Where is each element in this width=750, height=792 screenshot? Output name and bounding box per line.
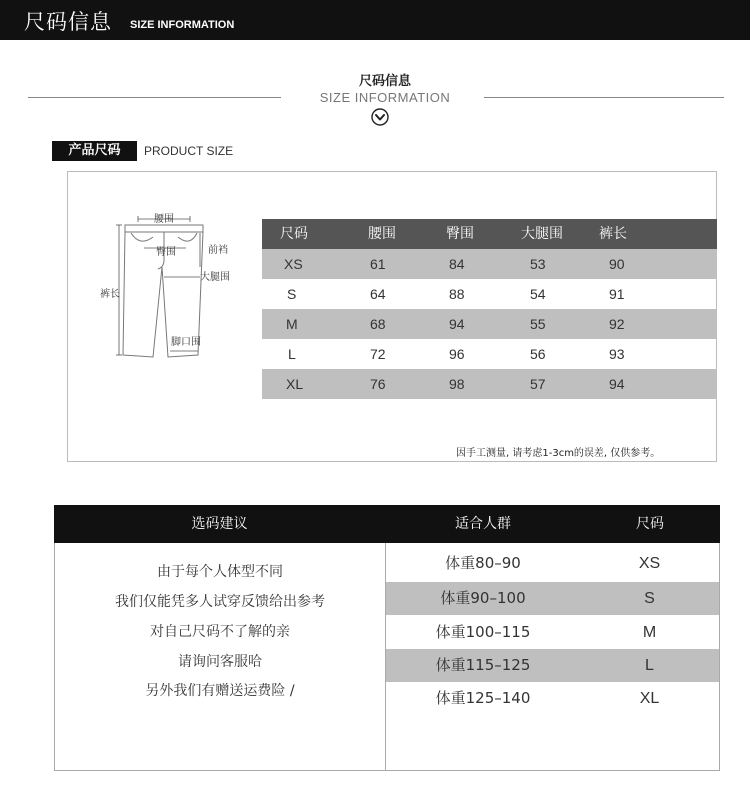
size-table-cell: 93 <box>609 346 625 362</box>
size-table-cell: XS <box>284 256 303 272</box>
size-table-cell: 57 <box>530 376 546 392</box>
size-table-cell: S <box>287 286 297 302</box>
recommendation-header-size: 尺码 <box>636 516 664 532</box>
size-table-header-cell: 臀围 <box>446 226 474 242</box>
diagram-label-leg-opening: 脚口围 <box>171 337 201 348</box>
size-table-cell: 92 <box>609 316 625 332</box>
size-table-header <box>262 219 717 249</box>
recommendation-header-advice: 选码建议 <box>191 516 248 532</box>
size-table-row <box>262 249 717 279</box>
size-table-cell: 98 <box>449 376 465 392</box>
size-table-cell: 96 <box>449 346 465 362</box>
recommendation-header <box>54 505 720 543</box>
section-rule-left <box>28 97 281 98</box>
size-table-row <box>262 369 717 399</box>
size-table-cell: 53 <box>530 256 546 272</box>
recommendation-row <box>386 547 719 580</box>
size-table-cell: 84 <box>449 256 465 272</box>
recommendation-weight: 体重100–115 <box>435 623 531 641</box>
banner-title-cn: 尺码信息 <box>24 10 112 34</box>
recommendation-divider <box>385 543 386 771</box>
diagram-label-waist: 腰围 <box>154 214 174 225</box>
recommendation-weight: 体重80–90 <box>445 554 521 572</box>
product-size-label-en: PRODUCT SIZE <box>144 144 234 158</box>
size-table <box>262 219 717 399</box>
size-table-cell: 72 <box>370 346 386 362</box>
size-table-row <box>262 279 717 309</box>
advice-line: 我们仅能凭多人试穿反馈给出参考 <box>115 594 325 610</box>
pants-diagram-icon <box>98 205 248 370</box>
size-table-cell: 94 <box>449 316 465 332</box>
size-table-cell: 56 <box>530 346 546 362</box>
diagram-label-length: 裤长 <box>100 289 120 300</box>
size-table-cell: 54 <box>530 286 546 302</box>
recommendation-weight: 体重125–140 <box>435 689 531 707</box>
advice-line: 对自己尺码不了解的亲 <box>150 624 290 640</box>
recommendation-row <box>386 682 719 715</box>
recommendation-weight: 体重115–125 <box>435 656 531 674</box>
section-rule-right <box>484 97 724 98</box>
size-table-cell: M <box>286 316 298 332</box>
banner-title-en: SIZE INFORMATION <box>130 19 235 31</box>
size-table-cell: XL <box>286 376 304 392</box>
recommendation-row <box>386 616 719 649</box>
diagram-label-hip: 臀围 <box>156 247 176 258</box>
size-table-cell: 68 <box>370 316 386 332</box>
size-table-header-cell: 裤长 <box>599 226 627 242</box>
diagram-label-front-rise: 前裆 <box>208 245 228 256</box>
recommendation-row <box>386 649 719 682</box>
advice-line: 由于每个人体型不同 <box>157 564 283 580</box>
size-table-header-cell: 尺码 <box>280 226 308 242</box>
size-table-cell: 91 <box>609 286 625 302</box>
section-title-cn: 尺码信息 <box>358 74 411 89</box>
size-table-cell: 88 <box>449 286 465 302</box>
recommendation-size: S <box>644 590 655 607</box>
size-table-cell: 90 <box>609 256 625 272</box>
size-table-cell: L <box>288 346 296 362</box>
size-table-header-cell: 腰围 <box>368 226 396 242</box>
product-size-label: 产品尺码 <box>52 141 137 161</box>
chevron-down-circle-icon <box>371 108 389 126</box>
size-table-row <box>262 339 717 369</box>
advice-line: 另外我们有赠送运费险 / <box>145 683 295 699</box>
size-table-row <box>262 309 717 339</box>
section-title-en: SIZE INFORMATION <box>319 90 451 105</box>
recommendation-size: M <box>642 624 657 641</box>
diagram-label-thigh: 大腿围 <box>200 272 230 283</box>
advice-line: 请询问客服哈 <box>178 654 262 670</box>
recommendation-size: XL <box>639 690 660 707</box>
top-banner <box>0 0 750 40</box>
recommendation-header-group: 适合人群 <box>455 516 511 532</box>
recommendation-weight: 体重90–100 <box>440 589 526 607</box>
size-table-header-cell: 大腿围 <box>521 226 563 242</box>
size-table-cell: 61 <box>370 256 386 272</box>
measurement-note: 因手工测量, 请考虑1-3cm的误差, 仅供参考。 <box>456 448 661 459</box>
size-table-cell: 55 <box>530 316 546 332</box>
size-table-cell: 64 <box>370 286 386 302</box>
size-table-cell: 94 <box>609 376 625 392</box>
recommendation-size: XS <box>638 555 661 572</box>
recommendation-size: L <box>645 657 654 674</box>
recommendation-row <box>386 582 719 615</box>
size-table-cell: 76 <box>370 376 386 392</box>
